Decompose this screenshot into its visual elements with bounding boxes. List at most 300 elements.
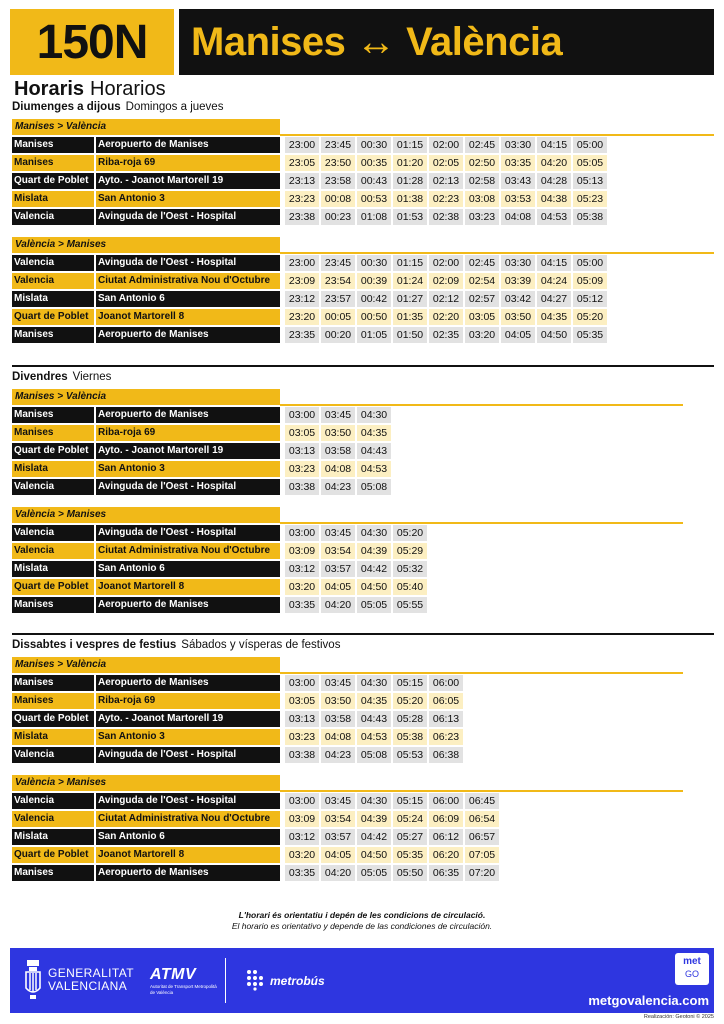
stop-town: Manises: [12, 675, 94, 691]
departure-time: 04:30: [357, 525, 391, 541]
departure-time: 04:43: [357, 711, 391, 727]
departure-time: 05:09: [573, 273, 607, 289]
table-row: [12, 273, 609, 289]
departure-times: [285, 793, 501, 809]
departure-time: 06:38: [429, 747, 463, 763]
departure-time: 03:54: [321, 811, 355, 827]
stop-town: Quart de Poblet: [12, 443, 94, 459]
departure-times: [285, 407, 393, 423]
departure-time: 03:30: [501, 137, 535, 153]
departure-time: 04:05: [321, 847, 355, 863]
disclaimer-ca: L'horari és orientatiu i depén de les condicions de circulació.: [238, 910, 486, 920]
departure-times: [285, 561, 429, 577]
departure-time: 05:12: [573, 291, 607, 307]
table-row: [12, 811, 501, 827]
stop-town: Mislata: [12, 191, 94, 207]
stop-town: Valencia: [12, 525, 94, 541]
departure-time: 03:45: [321, 525, 355, 541]
departure-time: 04:28: [537, 173, 571, 189]
departure-time: 01:15: [393, 137, 427, 153]
stop-town: Mislata: [12, 729, 94, 745]
schedule-section: [12, 638, 714, 879]
departure-time: 23:54: [321, 273, 355, 289]
departure-time: 04:15: [537, 255, 571, 271]
departure-time: 04:53: [537, 209, 571, 225]
departure-time: 06:20: [429, 847, 463, 863]
departure-time: 04:50: [537, 327, 571, 343]
departure-time: 03:08: [465, 191, 499, 207]
stop-name: Ayto. - Joanot Martorell 19: [96, 443, 280, 459]
departure-time: 03:57: [321, 561, 355, 577]
departure-time: 01:38: [393, 191, 427, 207]
stop-name: Avinguda de l'Oest - Hospital: [96, 255, 280, 271]
table-row: [12, 543, 429, 559]
table-row: [12, 407, 393, 423]
route-number: 150N: [36, 15, 148, 69]
departure-time: 03:35: [501, 155, 535, 171]
departure-time: 03:43: [501, 173, 535, 189]
departure-time: 04:05: [321, 579, 355, 595]
table-row: [12, 865, 501, 881]
departure-time: 05:40: [393, 579, 427, 595]
departure-time: 06:45: [465, 793, 499, 809]
disclaimer-note: [0, 910, 724, 932]
departure-time: 05:00: [573, 255, 607, 271]
departure-time: 05:35: [393, 847, 427, 863]
departure-time: 02:50: [465, 155, 499, 171]
stop-town: Valencia: [12, 811, 94, 827]
departure-time: 03:50: [321, 693, 355, 709]
departure-time: 05:55: [393, 597, 427, 613]
schedule-section: [12, 370, 714, 611]
stop-name: Riba-roja 69: [96, 425, 280, 441]
stop-town: Mislata: [12, 829, 94, 845]
departure-time: 05:05: [357, 865, 391, 881]
stop-name: Ayto. - Joanot Martorell 19: [96, 711, 280, 727]
departure-time: 05:38: [573, 209, 607, 225]
stop-name: Aeropuerto de Manises: [96, 597, 280, 613]
table-row: [12, 579, 429, 595]
departure-times: [285, 479, 393, 495]
stop-town: Manises: [12, 693, 94, 709]
section-title: [12, 100, 714, 114]
departure-time: 02:45: [465, 137, 499, 153]
departure-times: [285, 543, 429, 559]
direction-underline: [280, 672, 683, 674]
table-row: [12, 327, 609, 343]
departure-time: 04:08: [321, 461, 355, 477]
horaris-ca: Horaris: [14, 78, 85, 100]
departure-time: 02:05: [429, 155, 463, 171]
departure-times: [285, 525, 429, 541]
departure-time: 23:45: [321, 137, 355, 153]
route-title: Manises ↔ València: [191, 19, 563, 64]
stop-name: San Antonio 6: [96, 291, 280, 307]
stop-town: Valencia: [12, 273, 94, 289]
departure-time: 23:09: [285, 273, 319, 289]
departure-time: 01:15: [393, 255, 427, 271]
table-row: [12, 793, 501, 809]
departure-time: 02:54: [465, 273, 499, 289]
section-title-es: Domingos a jueves: [125, 101, 224, 113]
stop-town: Valencia: [12, 793, 94, 809]
metgo-website-link[interactable]: metgovalencia.com: [588, 993, 709, 1008]
departure-times: [285, 461, 393, 477]
departure-times: [285, 675, 465, 691]
stop-town: Quart de Poblet: [12, 309, 94, 325]
departure-time: 04:39: [357, 543, 391, 559]
metgo-logo-bottom: GO: [684, 969, 699, 979]
departure-time: 04:53: [357, 729, 391, 745]
table-row: [12, 747, 465, 763]
departure-time: 05:15: [393, 675, 427, 691]
departure-time: 04:42: [357, 561, 391, 577]
departure-time: 02:57: [465, 291, 499, 307]
departure-time: 23:13: [285, 173, 319, 189]
departure-time: 23:35: [285, 327, 319, 343]
departure-time: 05:32: [393, 561, 427, 577]
departure-times: [285, 747, 465, 763]
departure-time: 05:05: [573, 155, 607, 171]
stop-town: Mislata: [12, 461, 94, 477]
section-separator: [12, 365, 714, 367]
stop-town: Valencia: [12, 255, 94, 271]
stop-name: San Antonio 3: [96, 729, 280, 745]
departure-time: 03:12: [285, 561, 319, 577]
footer-divider: [225, 958, 226, 1003]
departure-time: 03:20: [285, 579, 319, 595]
departure-times: [285, 327, 609, 343]
departure-time: 05:50: [393, 865, 427, 881]
departure-time: 05:05: [357, 597, 391, 613]
departure-time: 03:45: [321, 407, 355, 423]
departure-time: 02:00: [429, 255, 463, 271]
metrobus-dots-icon: [246, 969, 268, 991]
route-number-box: [10, 9, 174, 75]
departure-times: [285, 209, 609, 225]
direction-label: Manises > València: [12, 119, 280, 135]
departure-time: 02:35: [429, 327, 463, 343]
table-row: [12, 137, 609, 153]
departure-time: 03:45: [321, 675, 355, 691]
departure-times: [285, 693, 465, 709]
departure-time: 05:20: [393, 525, 427, 541]
departure-time: 01:28: [393, 173, 427, 189]
departure-time: 00:39: [357, 273, 391, 289]
departure-time: 23:23: [285, 191, 319, 207]
stop-name: San Antonio 3: [96, 191, 280, 207]
stop-town: Quart de Poblet: [12, 711, 94, 727]
departure-time: 01:24: [393, 273, 427, 289]
departure-time: 23:57: [321, 291, 355, 307]
section-title-es: Viernes: [72, 371, 112, 383]
table-row: [12, 155, 609, 171]
generalitat-line2: VALENCIANA: [48, 979, 128, 993]
departure-time: 03:09: [285, 811, 319, 827]
departure-time: 02:23: [429, 191, 463, 207]
departure-time: 23:00: [285, 255, 319, 271]
departure-time: 23:58: [321, 173, 355, 189]
table-row: [12, 209, 609, 225]
departure-times: [285, 173, 609, 189]
departure-times: [285, 579, 429, 595]
departure-time: 04:35: [537, 309, 571, 325]
stop-town: Manises: [12, 407, 94, 423]
departure-times: [285, 597, 429, 613]
departure-times: [285, 847, 501, 863]
departure-time: 02:09: [429, 273, 463, 289]
atmv-logo: ATMV: [150, 966, 197, 983]
departure-time: 23:20: [285, 309, 319, 325]
departure-time: 05:15: [393, 793, 427, 809]
table-row: [12, 675, 465, 691]
departure-times: [285, 711, 465, 727]
departure-time: 07:20: [465, 865, 499, 881]
departure-time: 05:13: [573, 173, 607, 189]
generalitat-crest-icon: [24, 960, 42, 1000]
stop-name: Aeropuerto de Manises: [96, 327, 280, 343]
departure-time: 03:20: [285, 847, 319, 863]
stop-name: Joanot Martorell 8: [96, 847, 280, 863]
departure-time: 03:23: [285, 461, 319, 477]
section-title-ca: Dissabtes i vespres de festius: [12, 639, 177, 651]
table-row: [12, 525, 429, 541]
departure-time: 00:30: [357, 255, 391, 271]
stop-town: Valencia: [12, 479, 94, 495]
departure-time: 04:39: [357, 811, 391, 827]
departure-time: 04:43: [357, 443, 391, 459]
table-row: [12, 191, 609, 207]
departure-time: 04:53: [357, 461, 391, 477]
departure-time: 23:05: [285, 155, 319, 171]
departure-time: 03:23: [465, 209, 499, 225]
stop-name: Ciutat Administrativa Nou d'Octubre: [96, 543, 280, 559]
departure-time: 00:30: [357, 137, 391, 153]
stop-name: Avinguda de l'Oest - Hospital: [96, 479, 280, 495]
stop-town: Quart de Poblet: [12, 579, 94, 595]
metgo-logo-top: met: [683, 956, 701, 967]
departure-times: [285, 155, 609, 171]
departure-time: 03:58: [321, 711, 355, 727]
departure-time: 03:12: [285, 829, 319, 845]
section-title-es: Sábados y vísperas de festivos: [181, 639, 341, 651]
departure-times: [285, 137, 609, 153]
stop-name: Aeropuerto de Manises: [96, 675, 280, 691]
table-row: [12, 829, 501, 845]
departure-time: 02:58: [465, 173, 499, 189]
departure-time: 04:23: [321, 479, 355, 495]
generalitat-line1: GENERALITAT: [48, 966, 134, 980]
direction-underline: [280, 790, 683, 792]
departure-time: 01:08: [357, 209, 391, 225]
departure-time: 02:38: [429, 209, 463, 225]
departure-time: 05:28: [393, 711, 427, 727]
generalitat-logo-text: [48, 967, 134, 993]
departure-time: 03:20: [465, 327, 499, 343]
departure-time: 03:35: [285, 865, 319, 881]
stop-town: Mislata: [12, 561, 94, 577]
header: [10, 9, 714, 75]
section-title: [12, 638, 714, 652]
departure-time: 05:35: [573, 327, 607, 343]
departure-time: 02:00: [429, 137, 463, 153]
stop-name: Ayto. - Joanot Martorell 19: [96, 173, 280, 189]
direction-underline: [280, 252, 714, 254]
stop-name: Riba-roja 69: [96, 155, 280, 171]
departure-time: 06:13: [429, 711, 463, 727]
departure-time: 00:20: [321, 327, 355, 343]
departure-time: 03:38: [285, 747, 319, 763]
departure-time: 04:30: [357, 407, 391, 423]
departure-time: 03:00: [285, 525, 319, 541]
direction-underline: [280, 522, 683, 524]
stop-name: Avinguda de l'Oest - Hospital: [96, 525, 280, 541]
departure-time: 00:05: [321, 309, 355, 325]
stop-town: Manises: [12, 597, 94, 613]
direction-label: Manises > València: [12, 389, 280, 405]
direction-label: Manises > València: [12, 657, 280, 673]
metgo-logo: [675, 953, 709, 985]
stop-name: Riba-roja 69: [96, 693, 280, 709]
departure-time: 00:42: [357, 291, 391, 307]
departure-time: 04:35: [357, 693, 391, 709]
stop-town: Valencia: [12, 543, 94, 559]
departure-time: 04:27: [537, 291, 571, 307]
stop-name: San Antonio 6: [96, 561, 280, 577]
table-row: [12, 847, 501, 863]
stop-name: Ciutat Administrativa Nou d'Octubre: [96, 273, 280, 289]
stop-town: Quart de Poblet: [12, 173, 94, 189]
departure-times: [285, 191, 609, 207]
departure-time: 04:08: [501, 209, 535, 225]
departure-time: 05:29: [393, 543, 427, 559]
departure-time: 00:35: [357, 155, 391, 171]
stop-town: Mislata: [12, 291, 94, 307]
departure-time: 03:00: [285, 407, 319, 423]
departure-time: 06:05: [429, 693, 463, 709]
departure-time: 05:08: [357, 747, 391, 763]
stop-town: Quart de Poblet: [12, 847, 94, 863]
departure-time: 06:54: [465, 811, 499, 827]
horaris-es: Horarios: [90, 78, 166, 100]
departure-time: 04:15: [537, 137, 571, 153]
table-row: [12, 173, 609, 189]
stop-town: Manises: [12, 155, 94, 171]
departure-time: 01:50: [393, 327, 427, 343]
departure-time: 03:39: [501, 273, 535, 289]
direction-label: València > Manises: [12, 237, 280, 253]
departure-time: 02:20: [429, 309, 463, 325]
departure-time: 05:27: [393, 829, 427, 845]
departure-time: 04:42: [357, 829, 391, 845]
departure-times: [285, 829, 501, 845]
departure-time: 05:23: [573, 191, 607, 207]
table-row: [12, 255, 609, 271]
departure-time: 06:35: [429, 865, 463, 881]
credit-text: Realización: Geotoni © 2025: [643, 1014, 714, 1020]
departure-time: 03:45: [321, 793, 355, 809]
stop-name: Ciutat Administrativa Nou d'Octubre: [96, 811, 280, 827]
departure-times: [285, 273, 609, 289]
departure-time: 04:20: [321, 865, 355, 881]
departure-time: 05:00: [573, 137, 607, 153]
departure-time: 01:05: [357, 327, 391, 343]
table-row: [12, 443, 393, 459]
departure-time: 00:50: [357, 309, 391, 325]
section-title: [12, 370, 714, 384]
departure-time: 04:35: [357, 425, 391, 441]
departure-times: [285, 291, 609, 307]
departure-times: [285, 729, 465, 745]
departure-times: [285, 865, 501, 881]
stop-name: Avinguda de l'Oest - Hospital: [96, 747, 280, 763]
stop-name: Avinguda de l'Oest - Hospital: [96, 793, 280, 809]
stop-name: Aeropuerto de Manises: [96, 407, 280, 423]
departure-time: 04:24: [537, 273, 571, 289]
stop-name: Aeropuerto de Manises: [96, 137, 280, 153]
departure-time: 04:20: [321, 597, 355, 613]
departure-time: 05:20: [393, 693, 427, 709]
departure-time: 23:45: [321, 255, 355, 271]
section-separator: [12, 633, 714, 635]
table-row: [12, 291, 609, 307]
departure-time: 04:23: [321, 747, 355, 763]
departure-time: 03:05: [465, 309, 499, 325]
departure-time: 03:13: [285, 443, 319, 459]
stop-town: Manises: [12, 327, 94, 343]
departure-time: 06:57: [465, 829, 499, 845]
departure-time: 03:00: [285, 793, 319, 809]
direction-underline: [280, 404, 683, 406]
departure-time: 03:38: [285, 479, 319, 495]
atmv-subtitle: Autoritat de Transport Metropolità de València: [150, 984, 217, 995]
stop-name: San Antonio 6: [96, 829, 280, 845]
departure-time: 04:05: [501, 327, 535, 343]
departure-time: 01:35: [393, 309, 427, 325]
table-row: [12, 309, 609, 325]
departure-time: 03:58: [321, 443, 355, 459]
direction-label: València > Manises: [12, 507, 280, 523]
table-row: [12, 711, 465, 727]
departure-time: 05:20: [573, 309, 607, 325]
departure-time: 03:50: [501, 309, 535, 325]
departure-times: [285, 255, 609, 271]
stop-name: Joanot Martorell 8: [96, 309, 280, 325]
departure-time: 00:23: [321, 209, 355, 225]
departure-time: 03:42: [501, 291, 535, 307]
departure-time: 04:30: [357, 675, 391, 691]
route-title-box: [179, 9, 714, 75]
departure-time: 06:09: [429, 811, 463, 827]
departure-time: 23:12: [285, 291, 319, 307]
departure-time: 03:54: [321, 543, 355, 559]
direction-label: València > Manises: [12, 775, 280, 791]
departure-time: 02:45: [465, 255, 499, 271]
departure-time: 03:53: [501, 191, 535, 207]
departure-time: 04:50: [357, 579, 391, 595]
departure-time: 03:57: [321, 829, 355, 845]
departure-time: 03:13: [285, 711, 319, 727]
departure-time: 03:35: [285, 597, 319, 613]
departure-time: 01:20: [393, 155, 427, 171]
departure-time: 04:50: [357, 847, 391, 863]
stop-name: San Antonio 3: [96, 461, 280, 477]
departure-time: 04:08: [321, 729, 355, 745]
footer-bar: [10, 948, 714, 1013]
departure-time: 06:12: [429, 829, 463, 845]
section-title-ca: Divendres: [12, 371, 68, 383]
table-row: [12, 425, 393, 441]
